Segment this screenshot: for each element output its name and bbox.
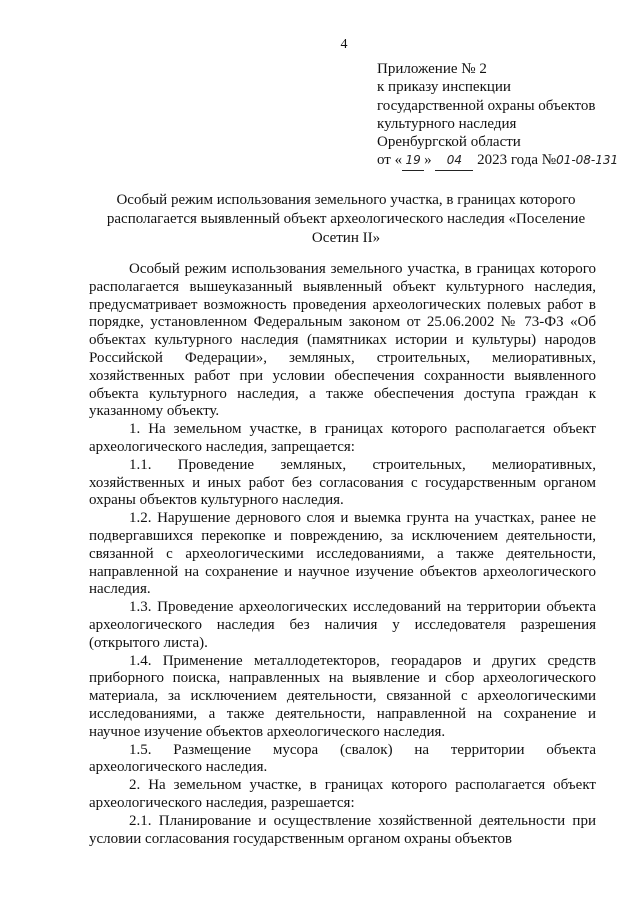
paragraph: 1.4. Применение металлодетекторов, георадаров и других средств приборного поиска, направленных на выявление и сбор археологического материала, за исключением деятельности, связанной с археологическими исследованиями, а также деятельности, направленной на сохранение и научное изучение объектов археологического наследия. [89,652,596,740]
attachment-line: Приложение № 2 [377,61,487,77]
date-year: 2023 года № [477,152,557,169]
paragraph: 1.3. Проведение археологических исследований на территории объекта археологического наследия без наличия у исследователя разрешения (открытого листа). [89,599,596,651]
paragraph: 1. На земельном участке, в границах которого располагается объект археологического наследия, запрещается: [89,421,596,455]
attachment-line: государственной охраны объектов [377,97,596,114]
date-mid: » [424,152,432,169]
attachment-line: Оренбургской области [377,134,521,151]
paragraph: 1.5. Размещение мусора (свалок) на территории объекта археологического наследия. [89,741,596,776]
date-prefix: от « [377,152,403,169]
attachment-header [377,60,627,171]
order-number: 01-08-131 [556,153,619,168]
paragraph: 1.2. Нарушение дернового слоя и выемка грунта на участках, ранее не подвергавшихся перекопке и повреждению, за исключением деятельности, связанной с археологическими исследованиями, а также деятельности, направленной на сохранение и научное изучение объектов археологического наследия. [89,510,596,598]
paragraph: 1.1. Проведение земляных, строительных, мелиоративных, хозяйственных и иных работ без согласования с государственным органом охраны объектов культурного наследия. [89,456,596,509]
attachment-line: к приказу инспекции [377,79,511,96]
paragraph: Особый режим использования земельного участка, в границах которого располагается вышеуказанный выявленный объект культурного наследия, предусматривает возможность проведения археологических полевых работ в порядке, установленном Федеральным законом от 25.06.2002 № 73-ФЗ «Об объектах культурного наследия (памятниках истории и культуры) народов Российской Федерации», земляных, строительных, мелиоративных, хозяйственных работ при условии обеспечения сохранности выявленного объекта культурного наследия, а также обеспечения доступа граждан к указанному объекту. [89,261,596,420]
paragraph: 2. На земельном участке, в границах которого располагается объект археологического наследия, разрешается: [89,777,596,811]
page-number: 4 [340,37,348,52]
document-title: Особый режим использования земельного участка, в границах которого располагается выявленный объект археологического наследия «Поселение Осетин II» [106,192,586,246]
attachment-line: культурного наследия [377,115,517,132]
document-body [89,261,596,848]
paragraph: 2.1. Планирование и осуществление хозяйственной деятельности при условии согласования государственным органом охраны объектов [89,812,596,847]
date-month: 04 [435,151,473,170]
attachment-date-line [377,151,627,170]
date-day: 19 [402,151,424,170]
